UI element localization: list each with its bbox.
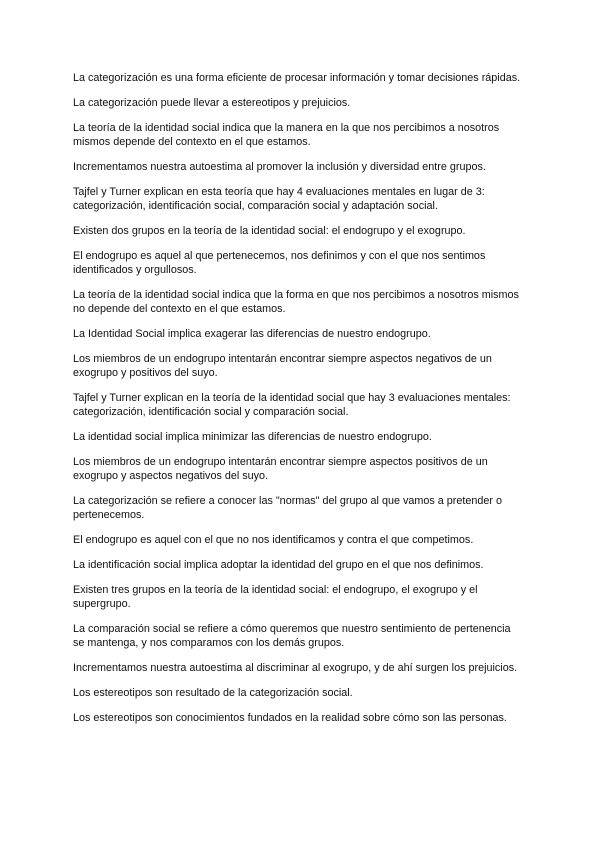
- statement-item: La comparación social se refiere a cómo queremos que nuestro sentimiento de pertenencia se mantenga, y nos comparamos con los demás grupos.: [73, 623, 511, 649]
- statement-item: Tajfel y Turner explican en esta teoría que hay 4 evaluaciones mentales en lugar de 3: categorización, identificación social, comparación social y adaptación social.: [73, 186, 485, 212]
- statement-item: Los estereotipos son conocimientos fundados en la realidad sobre cómo son las personas.: [73, 712, 507, 724]
- statement-item: Existen tres grupos en la teoría de la identidad social: el endogrupo, el exogrupo y el supergrupo.: [73, 584, 478, 610]
- statement-item: El endogrupo es aquel con el que no nos identificamos y contra el que competimos.: [73, 534, 474, 546]
- statement-item: La categorización se refiere a conocer las "normas" del grupo al que vamos a pretender o pertenecemos.: [73, 495, 502, 521]
- statement-item: Incrementamos nuestra autoestima al discriminar al exogrupo, y de ahí surgen los prejuicios.: [73, 662, 518, 674]
- statement-item: Incrementamos nuestra autoestima al promover la inclusión y diversidad entre grupos.: [73, 161, 486, 173]
- statement-item: La identidad social implica minimizar las diferencias de nuestro endogrupo.: [73, 431, 432, 443]
- statement-item: El endogrupo es aquel al que pertenecemos, nos definimos y con el que nos sentimos identificados y orgullosos.: [73, 250, 486, 276]
- statement-item: Los estereotipos son resultado de la categorización social.: [73, 687, 353, 699]
- statement-item: La Identidad Social implica exagerar las diferencias de nuestro endogrupo.: [73, 328, 431, 340]
- statement-item: La identificación social implica adoptar la identidad del grupo en el que nos definimos.: [73, 559, 484, 571]
- statement-item: Los miembros de un endogrupo intentarán encontrar siempre aspectos negativos de un exogrupo y positivos del suyo.: [73, 353, 492, 379]
- statement-item: La categorización puede llevar a estereotipos y prejuicios.: [73, 97, 351, 109]
- statement-item: La teoría de la identidad social indica que la manera en la que nos percibimos a nosotros mismos depende del contexto en el que estamos.: [73, 122, 500, 148]
- statement-item: Existen dos grupos en la teoría de la identidad social: el endogrupo y el exogrupo.: [73, 225, 466, 237]
- statement-item: Tajfel y Turner explican en la teoría de la identidad social que hay 3 evaluaciones mentales: categorización, identificación social y comparación social.: [73, 392, 511, 418]
- statement-item: La teoría de la identidad social indica que la forma en que nos percibimos a nosotros mismos no depende del contexto en el que estamos.: [73, 289, 519, 315]
- statement-item: La categorización es una forma eficiente de procesar información y tomar decisiones rápidas.: [73, 72, 521, 84]
- statement-item: Los miembros de un endogrupo intentarán encontrar siempre aspectos positivos de un exogrupo y aspectos negativos del suyo.: [73, 456, 488, 482]
- statement-list: [73, 71, 523, 736]
